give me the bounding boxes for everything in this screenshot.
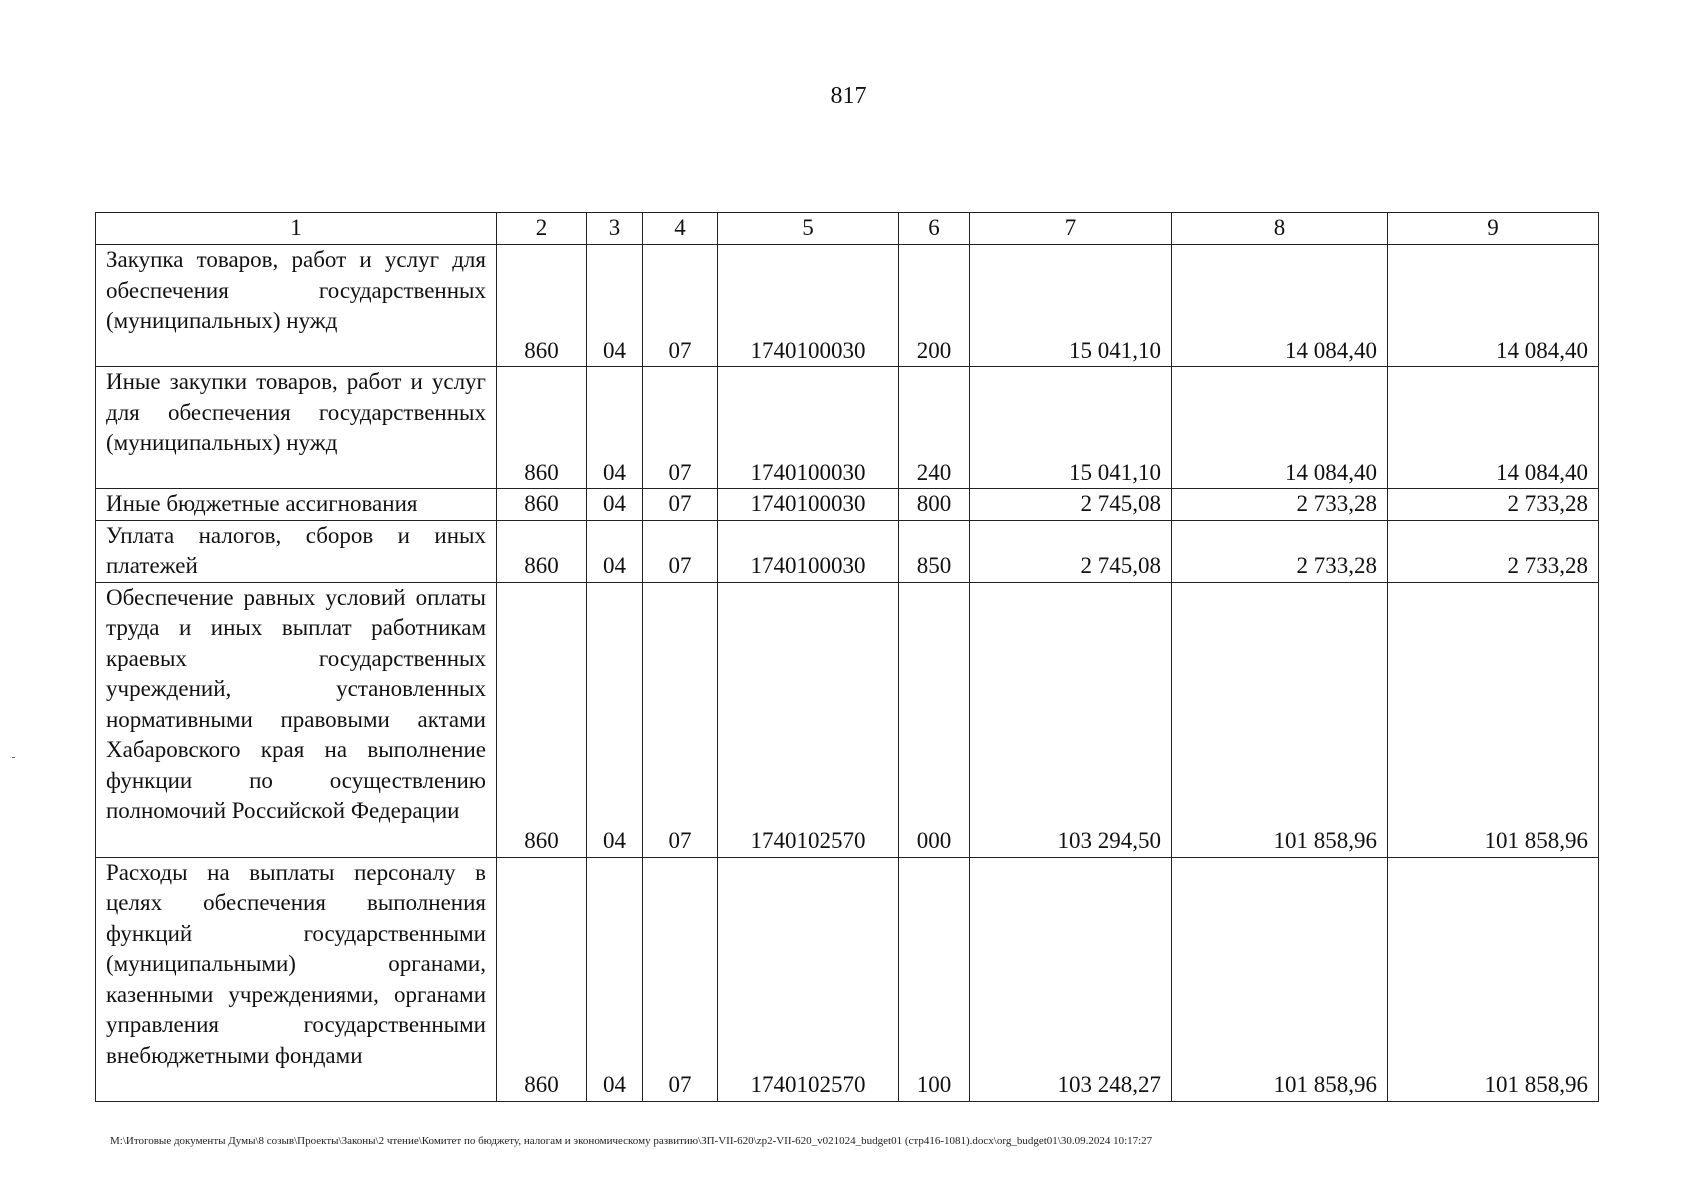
header-col-7: 7	[970, 213, 1172, 245]
cell-section: 04	[587, 367, 643, 489]
cell-amount-7: 2 745,08	[970, 489, 1172, 521]
cell-amount-7: 15 041,10	[970, 367, 1172, 489]
cell-ministry-code: 860	[497, 582, 587, 857]
row-name-text: Обеспечение равных условий оплаты труда и иных выплат работникам краевых государственных учреждений, установленных нормативными правовыми актами Хабаровского края на выполнение функции по осуществлению полномочий Российской Федерации	[106, 584, 486, 823]
budget-table	[95, 212, 1599, 1102]
cell-target-article: 1740100030	[718, 489, 899, 521]
cell-target-article: 1740102570	[718, 857, 899, 1101]
row-name	[96, 367, 497, 489]
header-col-2: 2	[497, 213, 587, 245]
cell-amount-8: 2 733,28	[1172, 489, 1388, 521]
cell-expense-type: 240	[899, 367, 970, 489]
row-name	[96, 582, 497, 857]
cell-section: 04	[587, 520, 643, 582]
header-col-4: 4	[643, 213, 718, 245]
row-name	[96, 245, 497, 367]
cell-expense-type: 100	[899, 857, 970, 1101]
cell-expense-type: 850	[899, 520, 970, 582]
row-name	[96, 857, 497, 1101]
row-name-text: Иные закупки товаров, работ и услуг для обеспечения государственных (муниципальных) нужд	[106, 369, 486, 455]
cell-expense-type: 200	[899, 245, 970, 367]
cell-amount-9: 101 858,96	[1388, 582, 1599, 857]
cell-amount-8: 14 084,40	[1172, 245, 1388, 367]
page-number: 817	[830, 83, 867, 109]
cell-ministry-code: 860	[497, 489, 587, 521]
cell-section: 04	[587, 857, 643, 1101]
cell-amount-9: 2 733,28	[1388, 520, 1599, 582]
cell-target-article: 1740102570	[718, 582, 899, 857]
cell-amount-7: 15 041,10	[970, 245, 1172, 367]
cell-amount-8: 14 084,40	[1172, 367, 1388, 489]
header-col-3: 3	[587, 213, 643, 245]
cell-subsection: 07	[643, 489, 718, 521]
table-row	[96, 245, 1599, 367]
row-name	[96, 520, 497, 582]
cell-ministry-code: 860	[497, 367, 587, 489]
cell-ministry-code: 860	[497, 245, 587, 367]
row-name-text: Расходы на выплаты персоналу в целях обеспечения выполнения функций государственными (муниципальными) органами, казенными учреждениями, органами управления государственными внебюджетными фондами	[106, 859, 486, 1068]
cell-amount-9: 2 733,28	[1388, 489, 1599, 521]
cell-amount-7: 2 745,08	[970, 520, 1172, 582]
cell-target-article: 1740100030	[718, 367, 899, 489]
footer-file-path: M:\Итоговые документы Думы\8 созыв\Проекты\Законы\2 чтение\Комитет по бюджету, налогам и экономическому развитию\ЗП-VII-620\zp2-VII-620_v021024_budget01 (стр416-1081).docx\org_budget01\30.09.2024 10:17:27	[110, 1135, 1153, 1147]
cell-expense-type: 000	[899, 582, 970, 857]
cell-amount-9: 14 084,40	[1388, 245, 1599, 367]
cell-subsection: 07	[643, 582, 718, 857]
cell-amount-9: 14 084,40	[1388, 367, 1599, 489]
cell-ministry-code: 860	[497, 857, 587, 1101]
table-row	[96, 520, 1599, 582]
cell-amount-8: 101 858,96	[1172, 582, 1388, 857]
cell-ministry-code: 860	[497, 520, 587, 582]
header-col-9: 9	[1388, 213, 1599, 245]
cell-amount-7: 103 294,50	[970, 582, 1172, 857]
cell-amount-9: 101 858,96	[1388, 857, 1599, 1101]
row-name-text: Уплата налогов, сборов и иных платежей	[106, 522, 486, 578]
header-col-5: 5	[718, 213, 899, 245]
cell-expense-type: 800	[899, 489, 970, 521]
header-col-1: 1	[96, 213, 497, 245]
cell-subsection: 07	[643, 367, 718, 489]
scan-speck	[12, 757, 15, 758]
cell-section: 04	[587, 489, 643, 521]
cell-target-article: 1740100030	[718, 245, 899, 367]
header-col-8: 8	[1172, 213, 1388, 245]
cell-target-article: 1740100030	[718, 520, 899, 582]
cell-amount-8: 101 858,96	[1172, 857, 1388, 1101]
cell-subsection: 07	[643, 857, 718, 1101]
table-row	[96, 582, 1599, 857]
cell-amount-7: 103 248,27	[970, 857, 1172, 1101]
row-name	[96, 489, 497, 521]
cell-amount-8: 2 733,28	[1172, 520, 1388, 582]
table-header-row	[96, 213, 1599, 245]
header-col-6: 6	[899, 213, 970, 245]
cell-subsection: 07	[643, 245, 718, 367]
cell-section: 04	[587, 582, 643, 857]
row-name-text: Закупка товаров, работ и услуг для обеспечения государственных (муниципальных) нужд	[106, 247, 486, 333]
cell-section: 04	[587, 245, 643, 367]
table-row	[96, 367, 1599, 489]
table-row	[96, 857, 1599, 1101]
row-name-text: Иные бюджетные ассигнования	[106, 491, 418, 516]
cell-subsection: 07	[643, 520, 718, 582]
table-row	[96, 489, 1599, 521]
